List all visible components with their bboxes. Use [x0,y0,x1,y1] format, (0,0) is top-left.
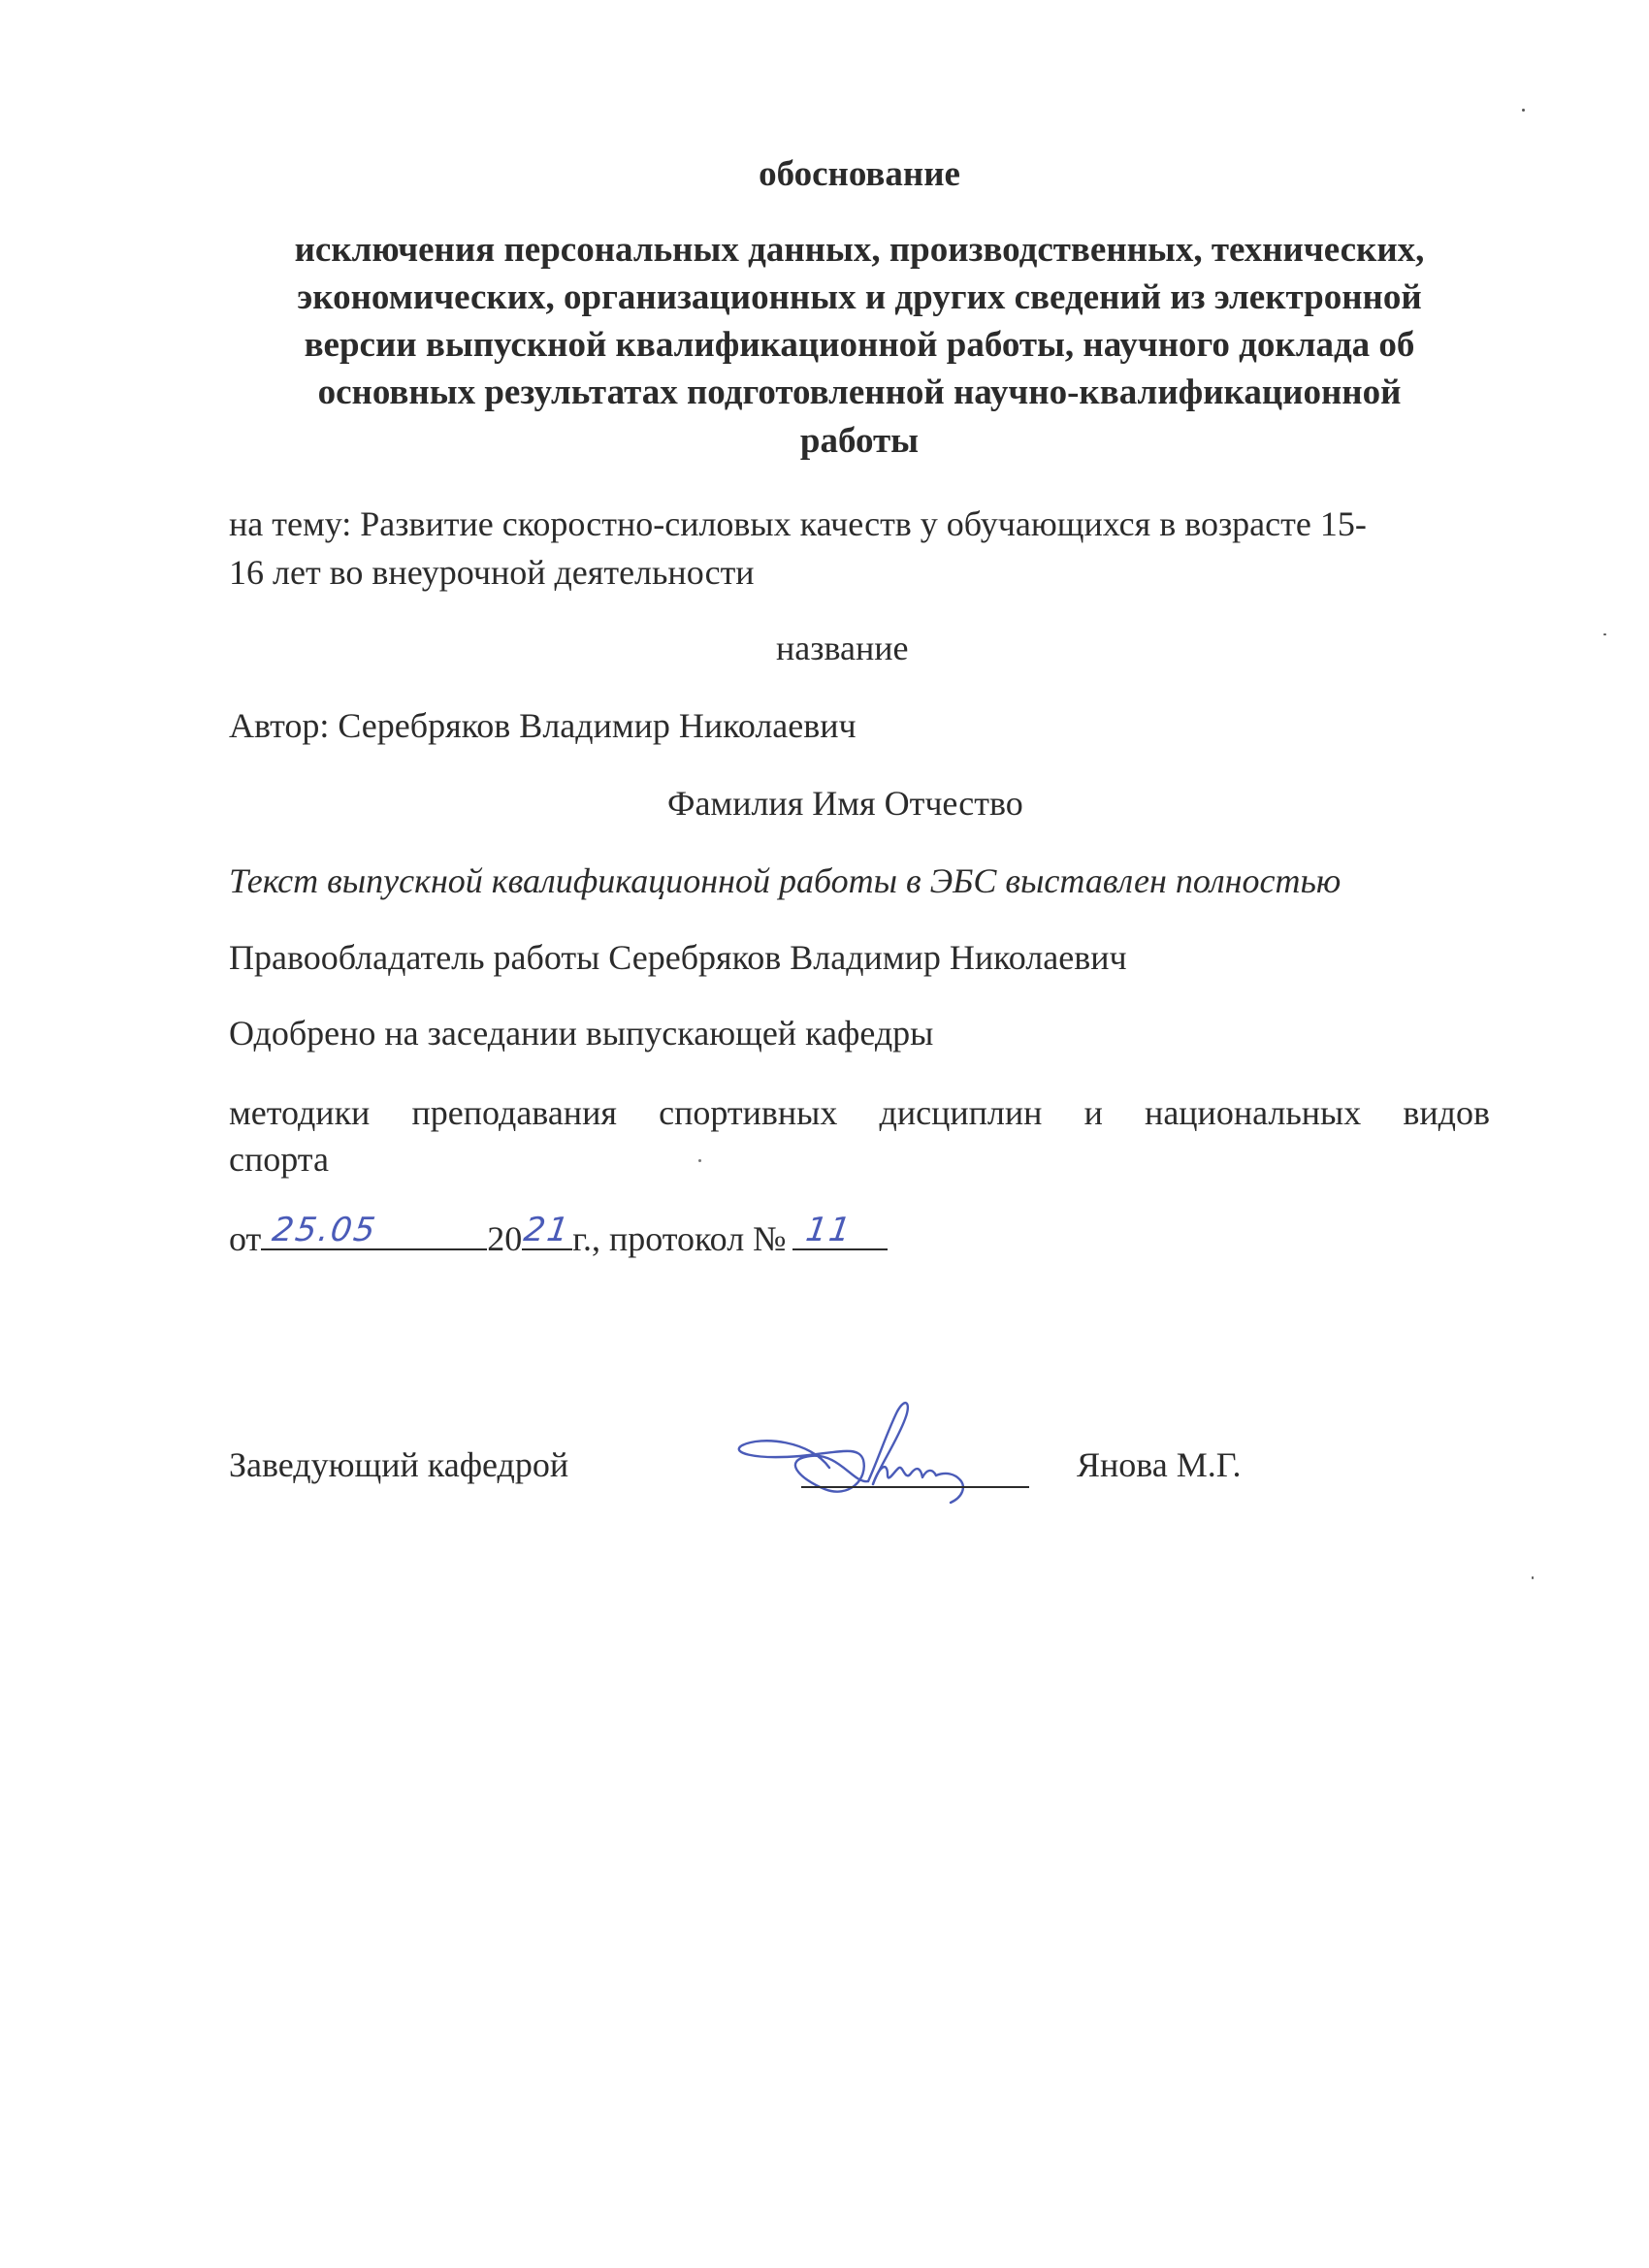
publication-note: Текст выпускной квалификационной работы в ЭБС выставлен полностью [229,861,1342,900]
signoff-name: Янова М.Г. [1077,1445,1242,1484]
department-line-2: спорта [229,1140,329,1179]
scan-speck [1532,1576,1534,1579]
document-title: обоснование [759,154,960,194]
heading-line: основных результатах подготовленной научно-квалификационной [317,373,1402,412]
handwritten-date: 25.05 [270,1211,380,1249]
protocol-number-field [792,1211,888,1250]
department-word: национальных [1145,1093,1362,1132]
protocol-line [229,1211,888,1260]
heading-line: экономических, организационных и других сведений из электронной [297,277,1422,317]
department-word: спортивных [659,1093,838,1132]
rights-holder-line: Правообладатель работы Серебряков Владимир Николаевич [229,938,1127,977]
year-prefix: 20 [487,1219,523,1258]
department-word: видов [1403,1093,1490,1132]
date-field [261,1211,487,1250]
author-caption: Фамилия Имя Отчество [667,784,1023,823]
department-word: преподавания [411,1093,617,1132]
signature-image [732,1392,1033,1513]
department-line-1 [229,1091,1490,1134]
approval-line: Одобрено на заседании выпускающей кафедры [229,1014,934,1053]
author-line: Автор: Серебряков Владимир Николаевич [229,706,857,745]
topic-line-2: 16 лет во внеурочной деятельности [229,553,755,592]
handwritten-year: 21 [521,1211,573,1249]
signature-line [801,1486,1029,1488]
topic-line-1: на тему: Развитие скоростно-силовых качеств у обучающихся в возрасте 15- [229,504,1367,543]
handwritten-protocol-number: 11 [802,1211,855,1249]
heading-line: исключения персональных данных, производственных, технических, [294,230,1425,270]
department-word: и [1083,1093,1103,1132]
department-word: дисциплин [879,1093,1043,1132]
scan-speck [1603,633,1606,635]
scan-speck [698,1159,701,1162]
department-word: методики [229,1093,371,1132]
protocol-middle: г., протокол № [572,1219,787,1258]
topic-caption: название [776,629,909,667]
protocol-prefix: от [229,1219,262,1258]
year-field [521,1211,573,1250]
heading-line: работы [799,421,920,461]
scan-speck [1522,109,1525,112]
heading-line: версии выпускной квалификационной работы, научного доклада об [304,325,1415,365]
signoff-role: Заведующий кафедрой [229,1445,569,1484]
